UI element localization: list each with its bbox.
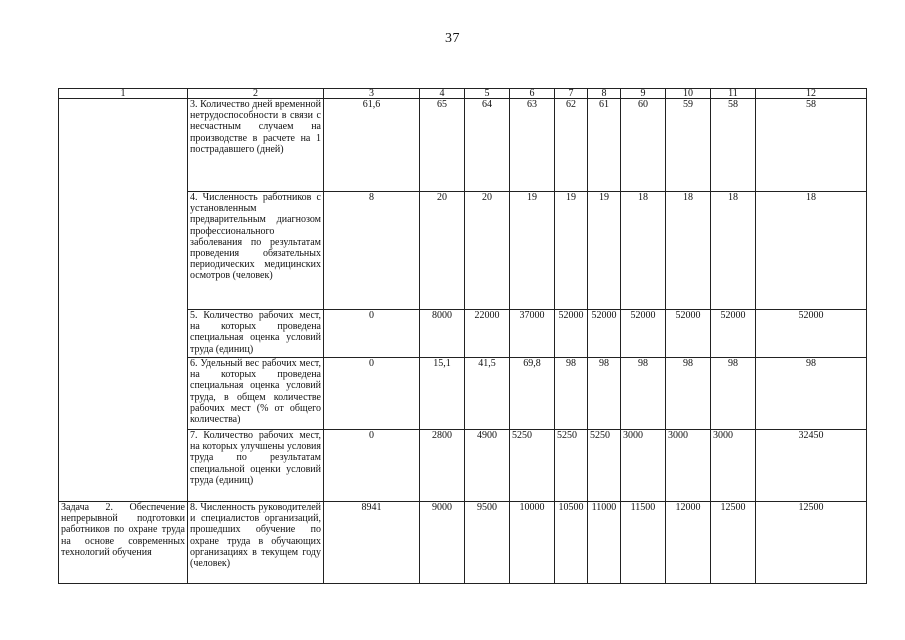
- value-cell: 8941: [324, 502, 420, 584]
- value-cell: 12500: [711, 502, 756, 584]
- value-cell: 8000: [420, 310, 465, 358]
- value-cell: 10000: [510, 502, 555, 584]
- table-row: [59, 99, 867, 192]
- value-cell: 3000: [666, 430, 711, 502]
- value-cell: 5250: [555, 430, 588, 502]
- indicator-cell: 3. Количество дней временной нетрудоспособности в связи с несчастным случаем на производстве в расчете на 1 пострадавшего (дней): [188, 99, 324, 192]
- value-cell: 0: [324, 430, 420, 502]
- value-cell: 58: [711, 99, 756, 192]
- value-cell: 98: [588, 358, 621, 430]
- value-cell: 11500: [621, 502, 666, 584]
- value-cell: 37000: [510, 310, 555, 358]
- value-cell: 19: [510, 192, 555, 310]
- value-cell: 52000: [621, 310, 666, 358]
- value-cell: 12000: [666, 502, 711, 584]
- value-cell: 61,6: [324, 99, 420, 192]
- header-cell: 2: [188, 89, 324, 99]
- table-body: [59, 89, 867, 584]
- value-cell: 18: [756, 192, 867, 310]
- value-cell: 98: [666, 358, 711, 430]
- value-cell: 3000: [711, 430, 756, 502]
- value-cell: 4900: [465, 430, 510, 502]
- value-cell: 20: [465, 192, 510, 310]
- value-cell: 8: [324, 192, 420, 310]
- indicators-table: [58, 88, 867, 584]
- value-cell: 98: [621, 358, 666, 430]
- value-cell: 19: [588, 192, 621, 310]
- value-cell: 5250: [588, 430, 621, 502]
- value-cell: 0: [324, 358, 420, 430]
- value-cell: 0: [324, 310, 420, 358]
- header-row: [59, 89, 867, 99]
- header-cell: 4: [420, 89, 465, 99]
- header-cell: 7: [555, 89, 588, 99]
- value-cell: 52000: [555, 310, 588, 358]
- value-cell: 64: [465, 99, 510, 192]
- indicator-cell: 5. Количество рабочих мест, на которых проведена специальная оценка условий труда (единиц): [188, 310, 324, 358]
- header-cell: 8: [588, 89, 621, 99]
- value-cell: 59: [666, 99, 711, 192]
- header-cell: 5: [465, 89, 510, 99]
- header-cell: 1: [59, 89, 188, 99]
- value-cell: 52000: [756, 310, 867, 358]
- value-cell: 52000: [588, 310, 621, 358]
- value-cell: 52000: [711, 310, 756, 358]
- indicator-cell: 6. Удельный вес рабочих мест, на которых проведена специальная оценка условий труда, в общем количестве рабочих мест (% от общего количества): [188, 358, 324, 430]
- value-cell: 41,5: [465, 358, 510, 430]
- header-cell: 9: [621, 89, 666, 99]
- value-cell: 9500: [465, 502, 510, 584]
- value-cell: 98: [711, 358, 756, 430]
- value-cell: 19: [555, 192, 588, 310]
- table-row: [59, 502, 867, 584]
- value-cell: 98: [555, 358, 588, 430]
- value-cell: 2800: [420, 430, 465, 502]
- value-cell: 65: [420, 99, 465, 192]
- header-cell: 3: [324, 89, 420, 99]
- indicator-cell: 4. Численность работников с установленным предварительным диагнозом профессионального заболевания по результатам проведения обязательных периодических медицинских осмотров (человек): [188, 192, 324, 310]
- value-cell: 20: [420, 192, 465, 310]
- value-cell: 63: [510, 99, 555, 192]
- header-cell: 6: [510, 89, 555, 99]
- value-cell: 98: [756, 358, 867, 430]
- page-number: 37: [445, 31, 460, 46]
- header-cell: 11: [711, 89, 756, 99]
- value-cell: 12500: [756, 502, 867, 584]
- value-cell: 60: [621, 99, 666, 192]
- value-cell: 3000: [621, 430, 666, 502]
- value-cell: 58: [756, 99, 867, 192]
- task-cell: [59, 99, 188, 502]
- value-cell: 11000: [588, 502, 621, 584]
- indicator-cell: 8. Численность руководителей и специалистов организаций, прошедших обучение по охране труда в обучающих организациях в текущем году (человек): [188, 502, 324, 584]
- value-cell: 52000: [666, 310, 711, 358]
- value-cell: 15,1: [420, 358, 465, 430]
- value-cell: 9000: [420, 502, 465, 584]
- indicator-cell: 7. Количество рабочих мест, на которых улучшены условия труда по результатам специальной оценки условий труда (единиц): [188, 430, 324, 502]
- value-cell: 32450: [756, 430, 867, 502]
- value-cell: 62: [555, 99, 588, 192]
- value-cell: 18: [621, 192, 666, 310]
- value-cell: 10500: [555, 502, 588, 584]
- header-cell: 10: [666, 89, 711, 99]
- value-cell: 69,8: [510, 358, 555, 430]
- task-cell: Задача 2. Обеспечение непрерывной подготовки работников по охране труда на основе современных технологий обучения: [59, 502, 188, 584]
- value-cell: 61: [588, 99, 621, 192]
- value-cell: 18: [666, 192, 711, 310]
- value-cell: 22000: [465, 310, 510, 358]
- value-cell: 18: [711, 192, 756, 310]
- header-cell: 12: [756, 89, 867, 99]
- value-cell: 5250: [510, 430, 555, 502]
